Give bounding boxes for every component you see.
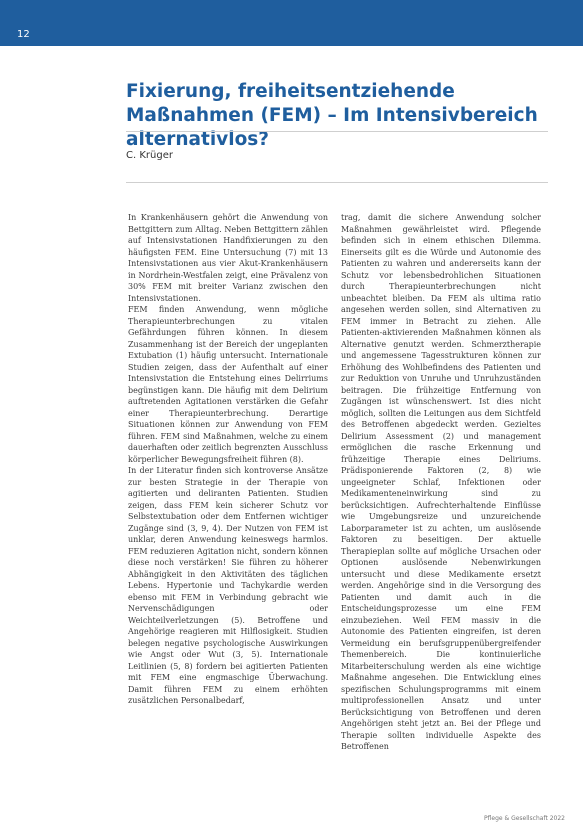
page-number: 12 (17, 29, 30, 40)
text-column-left (128, 212, 328, 707)
title-divider (126, 131, 548, 132)
paragraph: trag, damit die sichere Anwendung solcher Maßnahmen gewährleistet wird. Pflegende befinden sich in einem ethischen Dilemma. Einerseits gilt es die Würde und Autonomie des Patienten zu wahren und andererseits kann der Schutz vor lebensbedrohlichen Situationen durch Therapieunterbrechungen nicht unbeachtet bleiben. Da FEM als ultima ratio angesehen werden sollen, sind Alternativen zu FEM immer in Betracht zu ziehen. Alle Patienten-aktivierenden Maßnahmen können als Alternative genutzt werden. Schmerztherapie und angemessene Tagesstrukturen können zur Erhöhung des Wohlbefindens des Patienten und zur Reduktion von Unruhe und Unruhzuständen beitragen. Die frühzeitige Entfernung von Zugängen ist wünschenswert. Ist dies nicht möglich, sollten die Leitungen aus dem Sichtfeld des Betroffenen abgedeckt werden. Gezieltes Delirium Assessment (2) und management ermöglichen die rasche Erkennung und frühzeitige Therapie eines Deliriums. Prädisponierende Faktoren (2, 8) wie ungeeigneter Schlaf, Infektionen oder Medikamenteneinwirkung sind zu berücksichtigen. Aufrechterhaltende Einflüsse wie Umgebungsreize und unzureichende Laborparameter ist zu achten, um auslösende Faktoren zu beseitigen. Der aktuelle Therapieplan sollte auf mögliche Ursachen oder Optionen auslösende Nebenwirkungen untersucht und diese Medikamente ersetzt werden. Angehörige sind in die Versorgung des Patienten und damit auch in die Entscheidungsprozesse um eine FEM einzubeziehen. Weil FEM massiv in die Autonomie des Patienten eingreifen, ist deren Vermeidung ein berufsgruppenübergreifender Themenbereich. Die kontinuierliche Mitarbeiterschulung werden als eine wichtige Maßnahme angesehen. Die Entwicklung eines spezifischen Schulungsprogramms mit einem multiprofessionellen Ansatz und unter Berücksichtigung von Betroffenen und deren Angehörigen steht jetzt an. Bei der Pflege und Therapie sollten individuelle Aspekte des Betroffenen (341, 213, 541, 751)
header-bar (0, 0, 583, 46)
footer-journal: Pflege & Gesellschaft 2022 (483, 815, 565, 822)
author-name: C. Krüger (126, 150, 173, 161)
paragraph: In der Literatur finden sich kontroverse Ansätze zur besten Strategie in der Therapie von agitierten und deliranten Patienten. Studien zeigen, dass FEM kein sicherer Schutz vor Selbstextubation oder dem Entfernen wichtiger Zugänge sind (3, 9, 4). Der Nutzen von FEM ist unklar, deren Anwendung keineswegs harmlos. FEM reduzieren Agitation nicht, sondern können diese noch verstärken! Sie führen zu höherer Abhängigkeit in den Aktivitäten des täglichen Lebens. Hypertonie und Tachykardie werden ebenso mit FEM in Verbindung gebracht wie Nervenschädigungen oder Weichteilverletzungen (5). Betroffene und Angehörige reagieren mit Hilflosigkeit. Studien belegen negative psychologische Auswirkungen wie Angst oder Wut (3, 5). Internationale Leitlinien (5, 8) fordern bei agitierten Patienten mit FEM eine engmaschige Überwachung. Damit führen FEM zu einem erhöhten zusätzlichen Personalbedarf, (128, 466, 328, 705)
paragraph: FEM finden Anwendung, wenn mögliche Therapieunterbrechungen zu vitalen Gefährdungen führen können. In diesem Zusammenhang ist der Bereich der ungeplanten Extubation (1) häufig untersucht. Internationale Studien zeigen, dass der Aufenthalt auf einer Intensivstation die Entstehung eines Delirriums begünstigen kann. Die häufig mit dem Delirium auftretenden Agitationen verstärken die Gefahr einer Therapieunterbrechung. Derartige Situationen können zur Anwendung von FEM führen. FEM sind Maßnahmen, welche zu einem dauerhaften oder zeitlich begrenzten Ausschluss körperlicher Bewegungsfreiheit führen (8). (128, 305, 328, 464)
author-divider (126, 182, 548, 183)
text-column-right (341, 212, 541, 753)
paragraph: In Krankenhäusern gehört die Anwendung von Bettgittern zum Alltag. Neben Bettgittern zählen auf Intensivstationen Handfixierungen zu den häufigsten FEM. Eine Untersuchung (7) mit 13 Intensivstationen aus vier Akut-Krankenhäusern in Nordrhein-Westfalen zeigt, eine Prävalenz von 30% FEM mit breiter Varianz zwischen den Intensivstationen. (128, 213, 328, 303)
article-title: Fixierung, freiheitsentziehende Maßnahmen (FEM) – Im Intensivbereich alternativlos? (126, 81, 538, 150)
